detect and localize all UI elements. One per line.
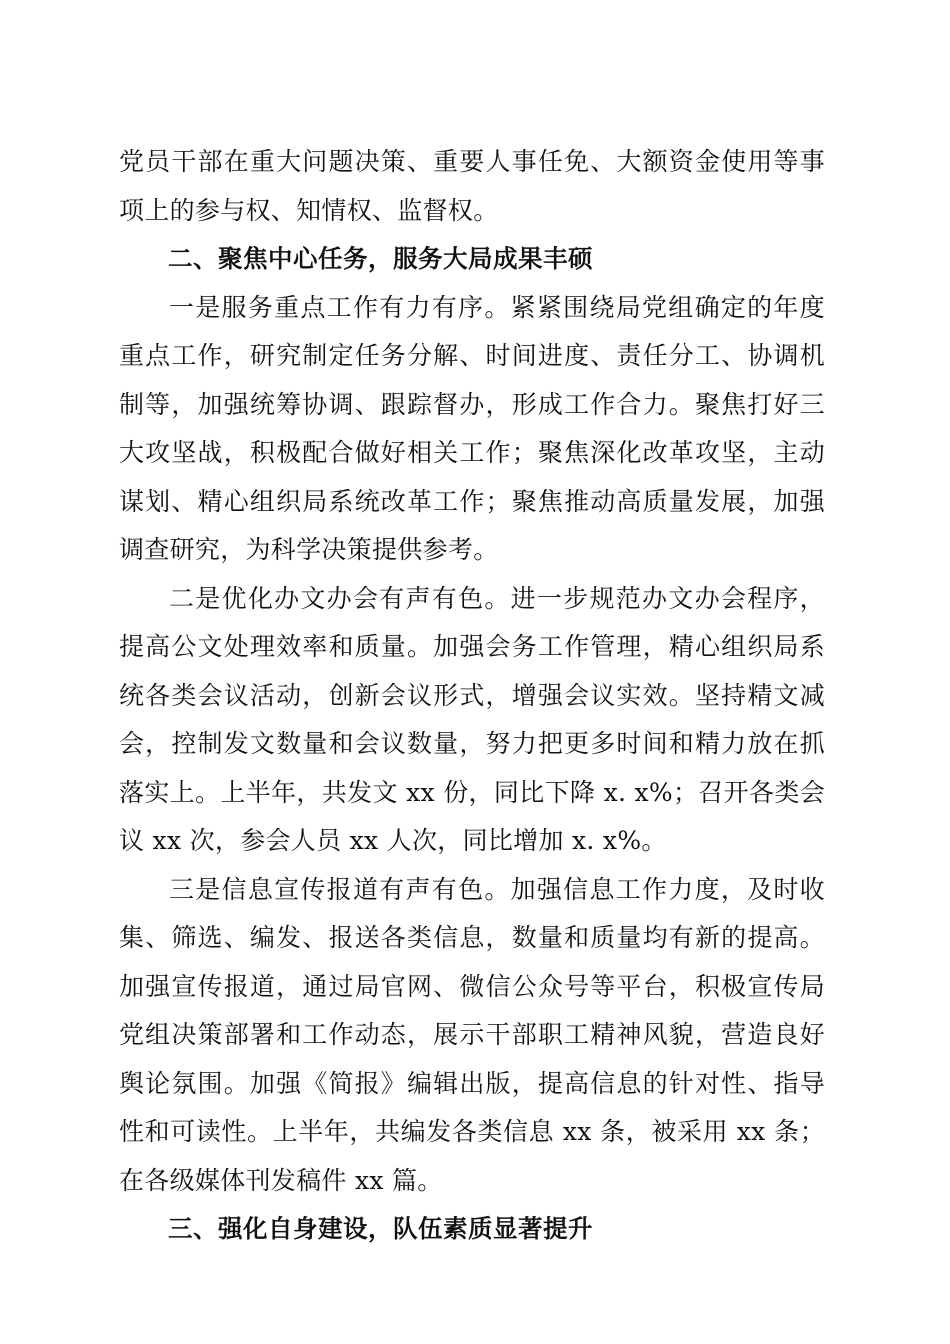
paragraph-documents-meetings: 二是优化办文办会有声有色。进一步规范办文办会程序，提高公文处理效率和质量。加强会务工作管理，精心组织局系统各类会议活动，创新会议形式，增强会议实效。坚持精文减会，控制发文数量和会议数量，努力把更多时间和精力放在抓落实上。上半年，共发文 xx 份，同比下降 x. x%；召开各类会议 xx 次，参会人员 xx 人次，同比增加 x. x%。 — [119, 583, 825, 855]
paragraph-continuation: 党员干部在重大问题决策、重要人事任免、大额资金使用等事项上的参与权、知情权、监督权。 — [119, 147, 825, 225]
paragraph-information-publicity: 三是信息宣传报道有声有色。加强信息工作力度，及时收集、筛选、编发、报送各类信息，数量和质量均有新的提高。加强宣传报道，通过局官网、微信公众号等平台，积极宣传局党组决策部署和工作动态，展示干部职工精神风貌，营造良好舆论氛围。加强《简报》编辑出版，提高信息的针对性、指导性和可读性。上半年，共编发各类信息 xx 条，被采用 xx 条；在各级媒体刊发稿件 xx 篇。 — [119, 874, 825, 1195]
section-heading-3: 三、强化自身建设，队伍素质显著提升 — [168, 1214, 593, 1243]
section-heading-2: 二、聚焦中心任务，服务大局成果丰硕 — [168, 244, 593, 273]
document-body — [119, 138, 825, 1254]
paragraph-service-key-work: 一是服务重点工作有力有序。紧紧围绕局党组确定的年度重点工作，研究制定任务分解、时间进度、责任分工、协调机制等，加强统筹协调、跟踪督办，形成工作合力。聚焦打好三大攻坚战，积极配合做好相关工作；聚焦深化改革攻坚，主动谋划、精心组织局系统改革工作；聚焦推动高质量发展，加强调查研究，为科学决策提供参考。 — [119, 292, 825, 564]
